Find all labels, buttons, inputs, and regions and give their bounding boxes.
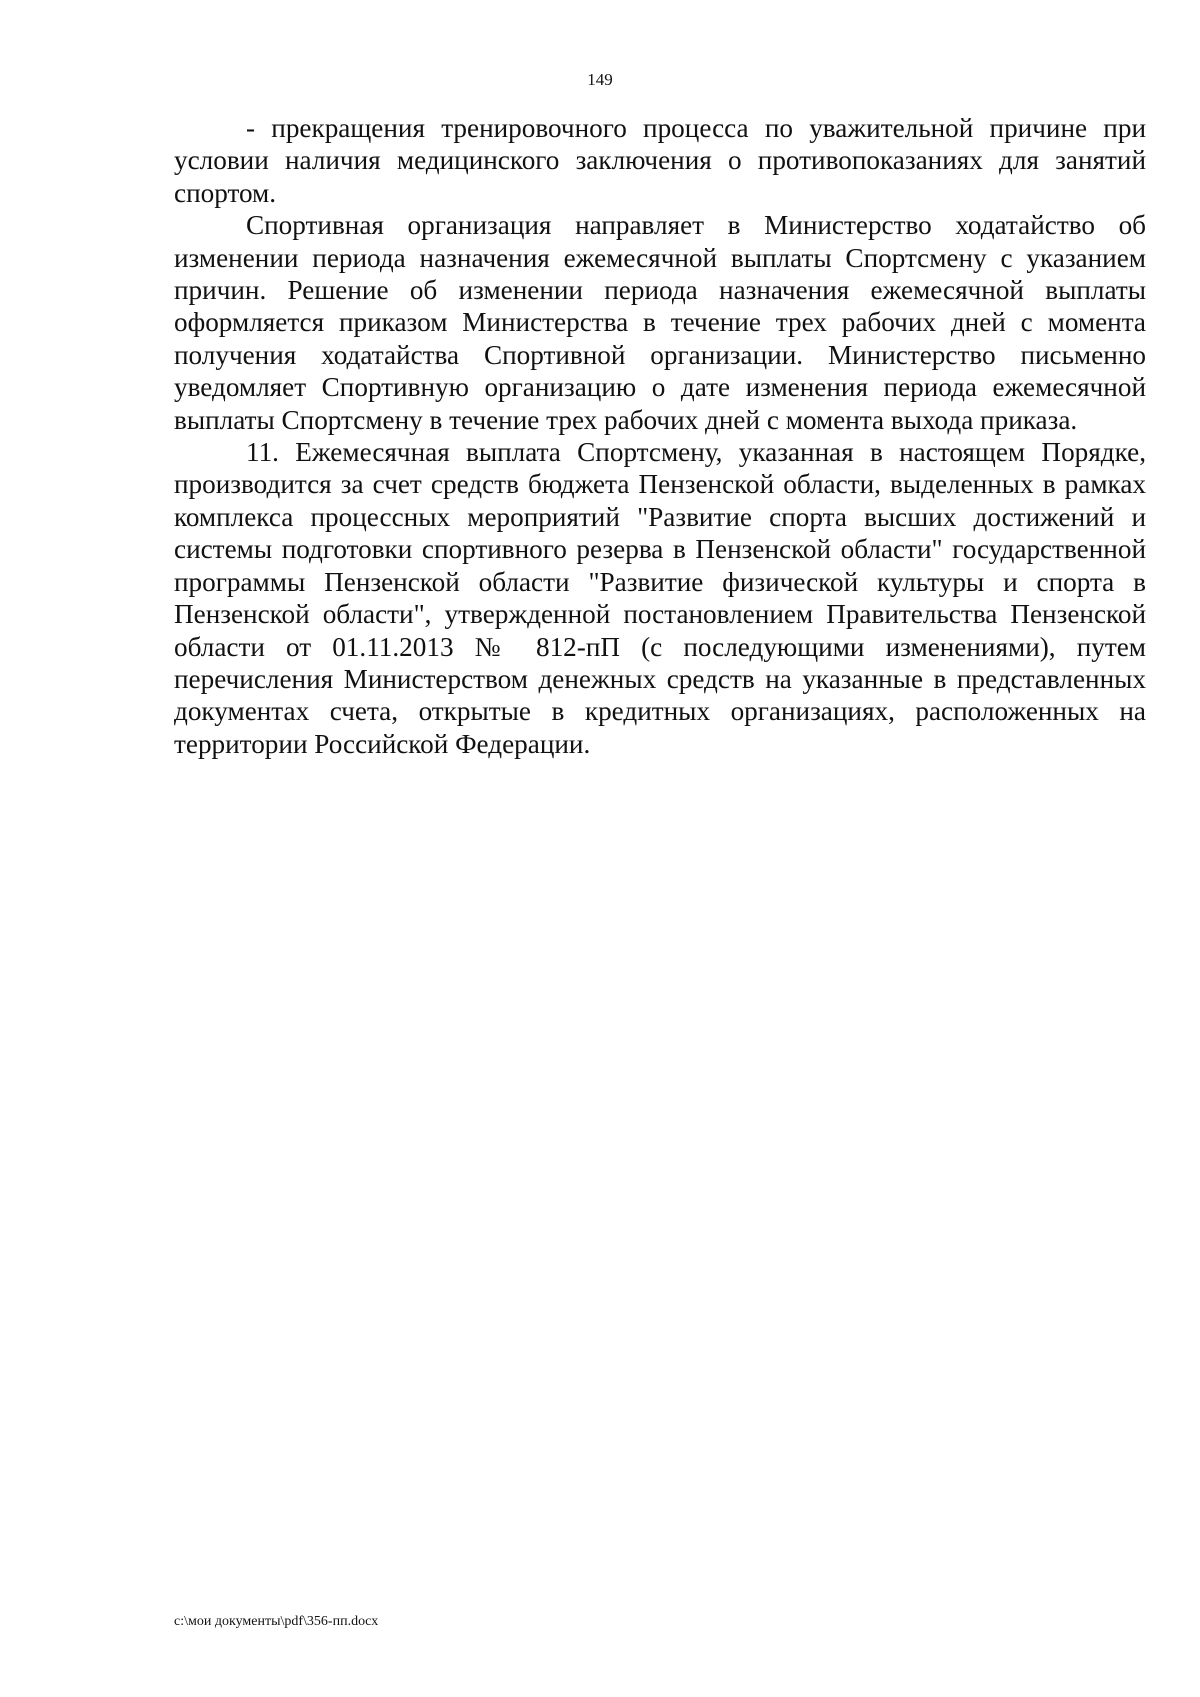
paragraph-period-change: Спортивная организация направляет в Министерство ходатайство об изменении периода назначения ежемесячной выплаты Спортсмену с указанием причин. Решение об изменении периода назначения ежемесячной выплаты оформляется приказом Министерства в течение трех рабочих дней с момента получения ходатайства Спортивной организации. Министерство письменно уведомляет Спортивную организацию о дате изменения периода ежемесячной выплаты Спортсмену в течение трех рабочих дней с момента выхода приказа. bbox=[174, 210, 1146, 435]
document-body bbox=[174, 112, 1146, 760]
footer-file-path: c:\мои документы\pdf\356-пп.docx bbox=[174, 1614, 379, 1629]
page-number: 149 bbox=[587, 70, 613, 89]
paragraph-item-11-funding: 11. Ежемесячная выплата Спортсмену, указанная в настоящем Порядке, производится за счет средств бюджета Пензенской области, выделенных в рамках комплекса процессных мероприятий "Развитие спорта высших достижений и системы подготовки спортивного резерва в Пензенской области" государственной программы Пензенской области "Развитие физической культуры и спорта в Пензенской области", утвержденной постановлением Правительства Пензенской области от 01.11.2013 № 812-пП (с последующими изменениями), путем перечисления Министерством денежных средств на указанные в представленных документах счета, открытые в кредитных организациях, расположенных на территории Российской Федерации. bbox=[174, 437, 1146, 759]
paragraph-termination-reason: - прекращения тренировочного процесса по уважительной причине при условии наличия медицинского заключения о противопоказаниях для занятий спортом. bbox=[174, 113, 1146, 208]
